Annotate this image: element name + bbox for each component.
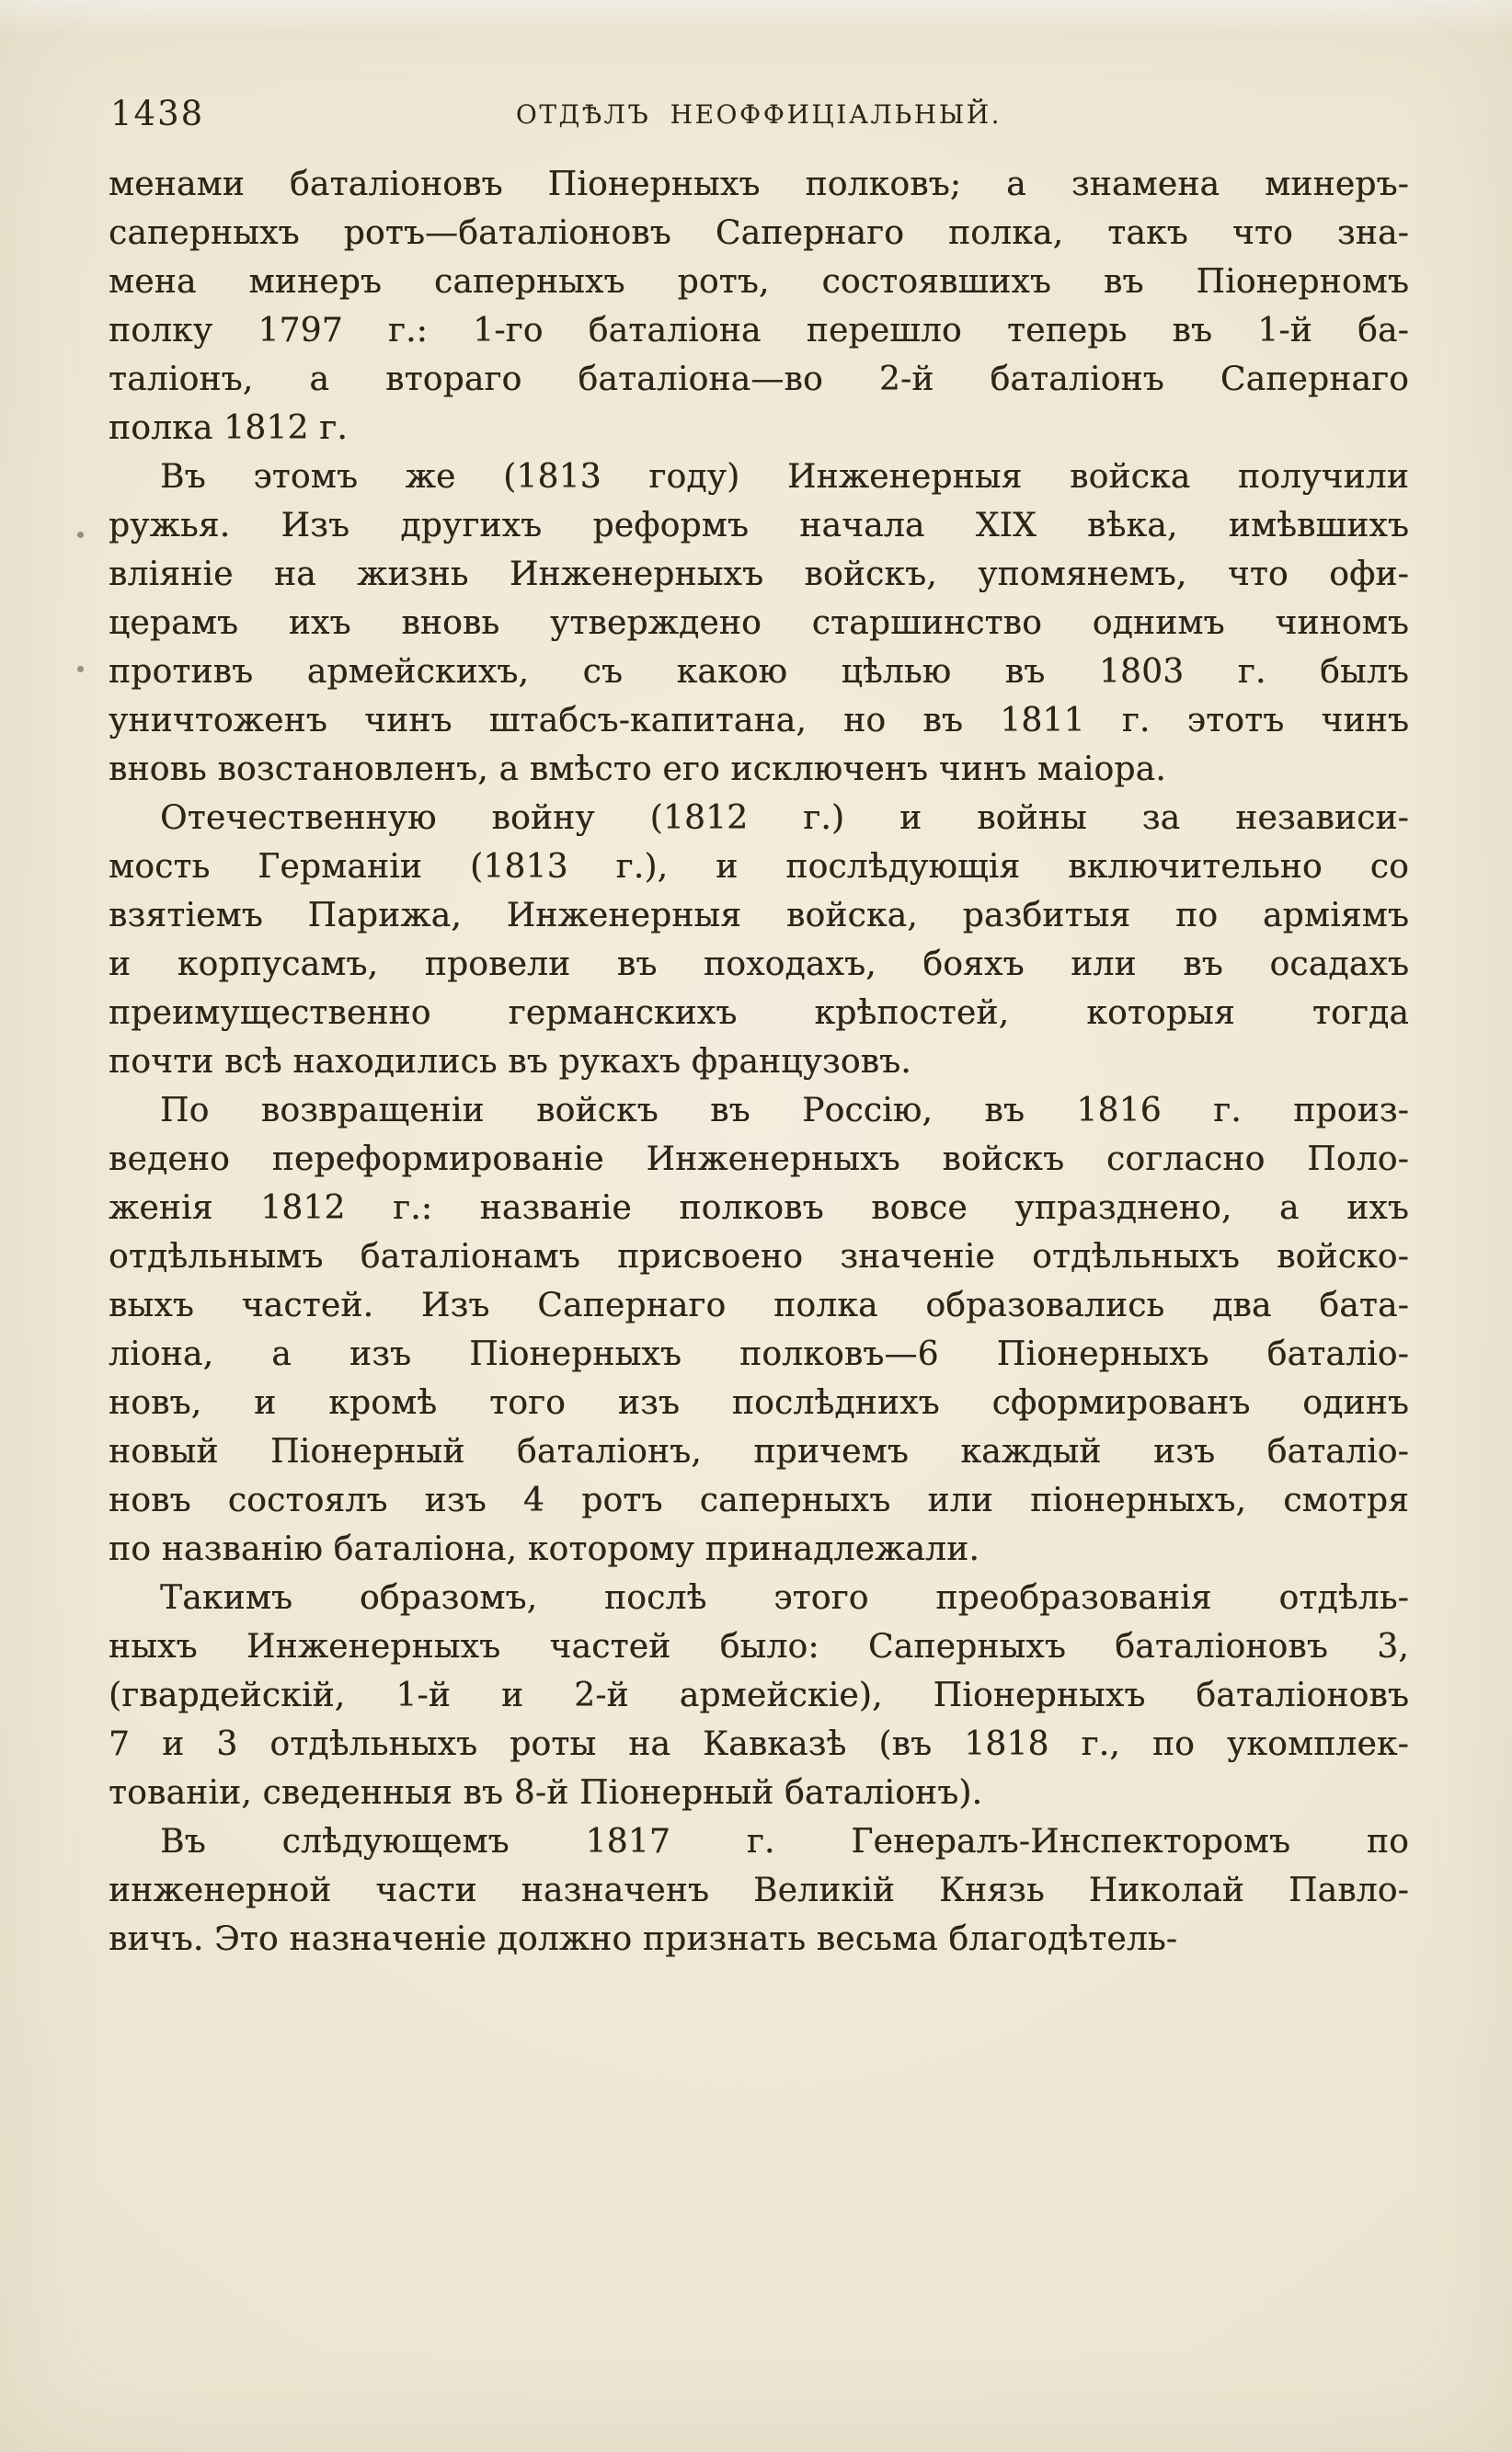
text-area	[109, 92, 1409, 1964]
scan-artifact-dot	[77, 532, 84, 538]
paragraph	[109, 1817, 1409, 1964]
paragraph	[109, 794, 1409, 1086]
paragraph	[109, 1086, 1409, 1574]
text-line: ведено переформированіе Инженерныхъ войскъ согласно Поло-	[109, 1140, 1409, 1178]
text-line: ныхъ Инженерныхъ частей было: Саперныхъ баталіоновъ 3,	[109, 1628, 1409, 1666]
text-line: саперныхъ ротъ—баталіоновъ Сапернаго полка, такъ что зна-	[109, 214, 1409, 252]
text-line: полку 1797 г.: 1-го баталіона перешло теперь въ 1-й ба-	[109, 312, 1409, 349]
section-header-title: ОТДѢЛЪ НЕОФФИЦІАЛЬНЫЙ.	[515, 99, 1002, 130]
text-line: преимущественно германскихъ крѣпостей, которыя тогда	[109, 994, 1409, 1032]
text-line: полка 1812 г.	[109, 409, 348, 447]
text-line: По возвращеніи войскъ въ Россію, въ 1816 г. произ-	[160, 1092, 1409, 1129]
text-line: отдѣльнымъ баталіонамъ присвоено значеніе отдѣльныхъ войско-	[109, 1238, 1409, 1276]
text-line: новый Піонерный баталіонъ, причемъ каждый изъ баталіо-	[109, 1433, 1409, 1471]
text-line: и корпусамъ, провели въ походахъ, бояхъ или въ осадахъ	[109, 945, 1409, 983]
paragraph	[109, 160, 1409, 453]
body-text	[109, 160, 1409, 1964]
text-line: уничтоженъ чинъ штабсъ-капитана, но въ 1811 г. этотъ чинъ	[109, 702, 1409, 739]
text-line: новъ состоялъ изъ 4 ротъ саперныхъ или піонерныхъ, смотря	[109, 1482, 1409, 1519]
text-line: Отечественную войну (1812 г.) и войны за независи-	[160, 799, 1409, 837]
text-line: Въ слѣдующемъ 1817 г. Генералъ-Инспекторомъ по	[160, 1823, 1409, 1861]
text-line: женія 1812 г.: названіе полковъ вовсе упразднено, а ихъ	[109, 1189, 1409, 1227]
text-line: ліона, а изъ Піонерныхъ полковъ—6 Піонерныхъ баталіо-	[109, 1335, 1409, 1373]
text-line: вліяніе на жизнь Инженерныхъ войскъ, упомянемъ, что офи-	[109, 556, 1409, 593]
text-line: (гвардейскій, 1-й и 2-й армейскіе), Піонерныхъ баталіоновъ	[109, 1677, 1409, 1714]
text-line: тованіи, сведенныя въ 8-й Піонерный баталіонъ).	[109, 1774, 983, 1812]
text-line: таліонъ, а втораго баталіона—во 2-й баталіонъ Сапернаго	[109, 361, 1409, 398]
text-line: менами баталіоновъ Піонерныхъ полковъ; а знамена минеръ-	[109, 166, 1409, 203]
text-line: инженерной части назначенъ Великій Князь Николай Павло-	[109, 1872, 1409, 1909]
text-line: 7 и 3 отдѣльныхъ роты на Кавказѣ (въ 1818 г., по укомплек-	[109, 1725, 1409, 1763]
text-line: мена минеръ саперныхъ ротъ, состоявшихъ въ Піонерномъ	[109, 263, 1409, 301]
text-line: противъ армейскихъ, съ какою цѣлью въ 1803 г. былъ	[109, 653, 1409, 691]
text-line: Въ этомъ же (1813 году) Инженерныя войска получили	[160, 458, 1409, 496]
text-line: выхъ частей. Изъ Сапернаго полка образовались два бата-	[109, 1287, 1409, 1324]
text-line: почти всѣ находились въ рукахъ французовъ.	[109, 1043, 911, 1081]
text-line: вновь возстановленъ, а вмѣсто его исключенъ чинъ маіора.	[109, 750, 1166, 788]
text-line: ружья. Изъ другихъ реформъ начала XIX вѣка, имѣвшихъ	[109, 507, 1409, 544]
paragraph	[109, 453, 1409, 794]
text-line: церамъ ихъ вновь утверждено старшинство однимъ чиномъ	[109, 604, 1409, 642]
page-number: 1438	[110, 94, 205, 133]
page-header	[109, 92, 1409, 140]
text-line: Такимъ образомъ, послѣ этого преобразованія отдѣль-	[160, 1579, 1409, 1617]
text-line: взятіемъ Парижа, Инженерныя войска, разбитыя по арміямъ	[109, 897, 1409, 934]
paragraph	[109, 1574, 1409, 1817]
text-line: новъ, и кромѣ того изъ послѣднихъ сформированъ одинъ	[109, 1384, 1409, 1422]
text-line: мость Германіи (1813 г.), и послѣдующія включительно со	[109, 848, 1409, 886]
text-line: вичъ. Это назначеніе должно признать весьма благодѣтель-	[109, 1920, 1178, 1958]
scan-artifact-dot	[77, 666, 84, 672]
text-line: по названію баталіона, которому принадлежали.	[109, 1530, 979, 1568]
